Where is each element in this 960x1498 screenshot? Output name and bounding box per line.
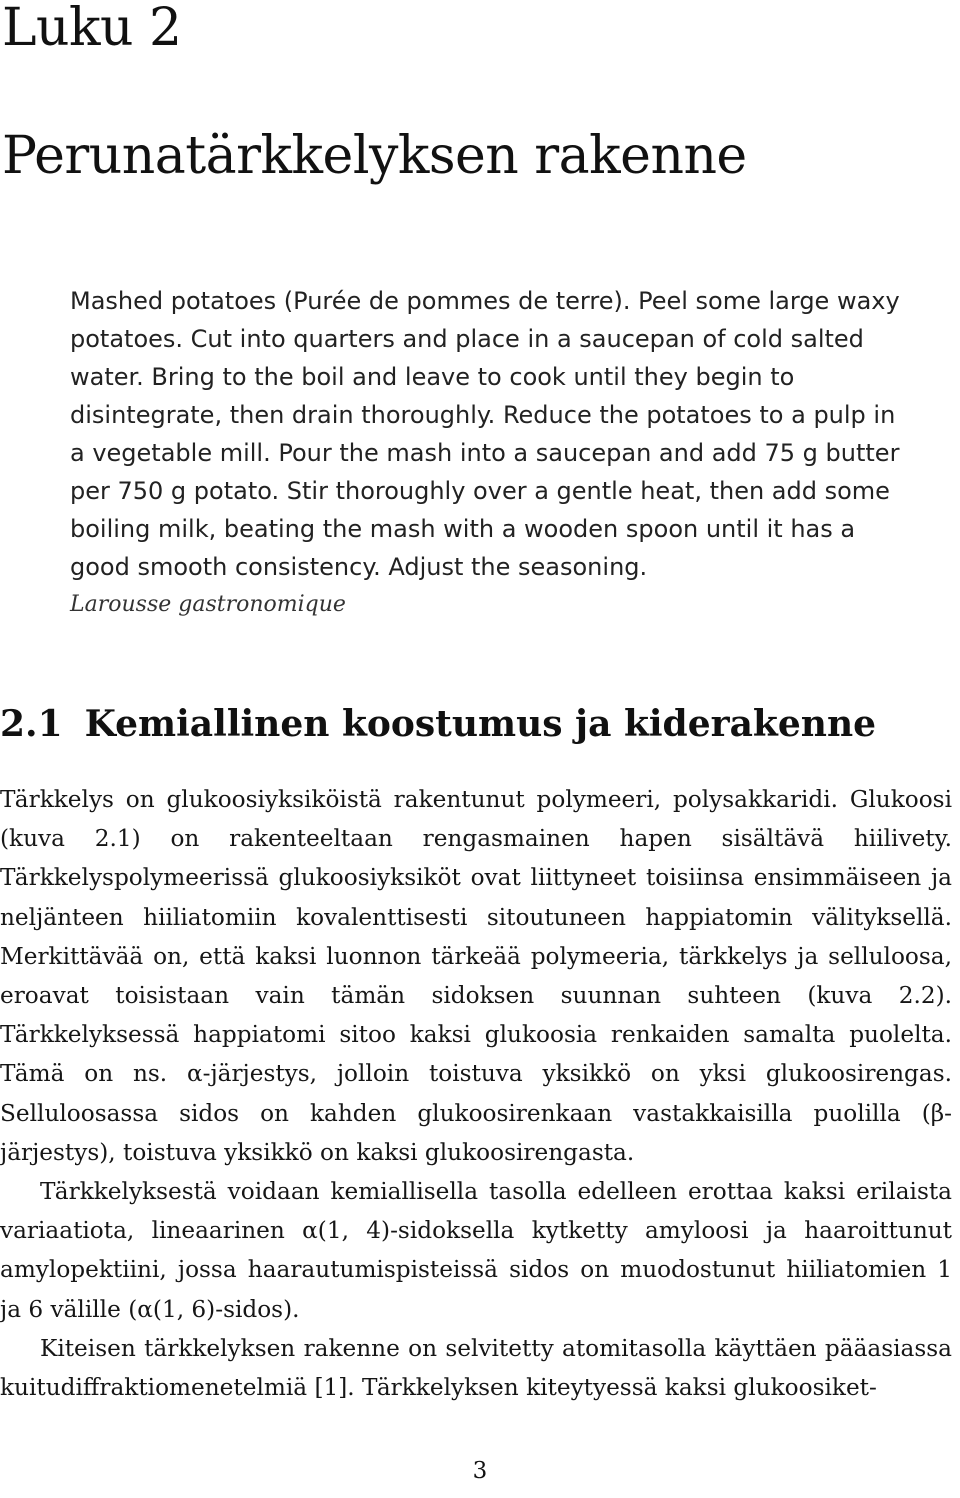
section-title: Kemiallinen koostumus ja kiderakenne	[84, 703, 877, 745]
epigraph-text: Mashed potatoes (Purée de pommes de terre). Peel some large waxy potatoes. Cut into quarters and place in a saucepan of cold salted water. Bring to the boil and leave to cook until they begin to disintegrate, then drain thoroughly. Reduce the potatoes to a pulp in a vegetable mill. Pour the mash into a saucepan and add 75 g butter per 750 g potato. Stir thoroughly over a gentle heat, then add some boiling milk, beating the mash with a wooden spoon until it has a good smooth consistency. Adjust the seasoning.	[70, 287, 900, 581]
body-text	[0, 780, 952, 1407]
epigraph-source: Larousse gastronomique	[70, 592, 346, 617]
epigraph	[70, 282, 900, 624]
paragraph-3: Kiteisen tärkkelyksen rakenne on selvitetty atomitasolla käyttäen pääasiassa kuitudiffraktiomenetelmiä [1]. Tärkkelyksen kiteytyessä kaksi glukoosiket-	[0, 1334, 952, 1402]
paragraph-1: Tärkkelys on glukoosiyksiköistä rakentunut polymeeri, polysakkaridi. Glukoosi (kuva 2.1) on rakenteeltaan rengasmainen hapen sisältävä hiilivety. Tärkkelyspolymeerissä glukoosiyksiköt ovat liittyneet toisiinsa ensimmäiseen ja neljänteen hiiliatomiin kovalenttisesti sitoutuneen happiatomin välityksellä. Merkittävää on, että kaksi luonnon tärkeää polymeeria, tärkkelys ja selluloosa, eroavat toisistaan vain tämän sidoksen suunnan suhteen (kuva 2.2). Tärkkelyksessä happiatomi sitoo kaksi glukoosia renkaiden samalta puolelta. Tämä on ns. α-järjestys, jolloin toistuva yksikkö on yksi glukoosirengas. Selluloosassa sidos on kahden glukoosirenkaan vastakkaisilla puolilla (β-järjestys), toistuva yksikkö on kaksi glukoosirengasta.	[0, 786, 952, 1166]
paragraph-2: Tärkkelyksestä voidaan kemiallisella tasolla edelleen erottaa kaksi erilaista variaatiota, lineaarinen α(1, 4)-sidoksella kytketty amyloosi ja haaroittunut amylopektiini, jossa haarautumispisteissä sidos on muodostunut hiiliatomien 1 ja 6 välille (α(1, 6)-sidos).	[0, 1178, 952, 1323]
chapter-label: Luku 2	[2, 0, 182, 58]
section-heading	[0, 700, 876, 748]
chapter-title: Perunatärkkelyksen rakenne	[2, 126, 747, 186]
page-number: 3	[472, 1458, 488, 1484]
section-number: 2.1	[0, 703, 63, 745]
